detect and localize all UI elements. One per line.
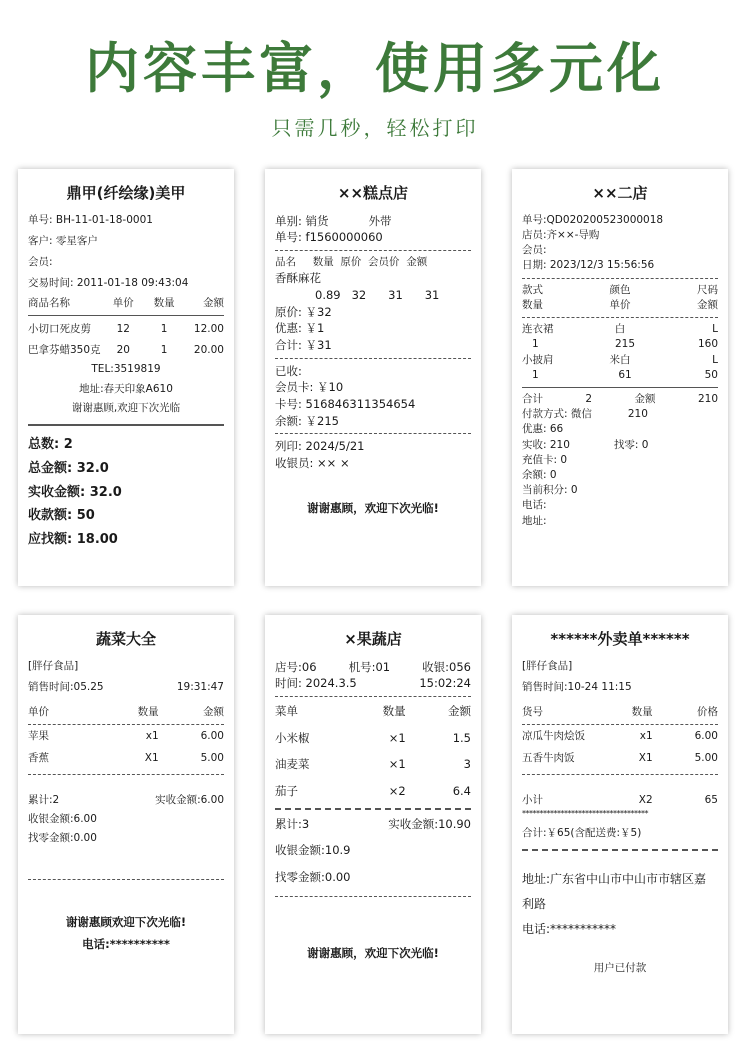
cashier: 收银员: ×× × <box>275 456 350 471</box>
table-header: 货号 数量 价格 <box>522 706 718 719</box>
receipt-title: ××糕点店 <box>337 184 409 202</box>
receipt-clothing-store <box>512 169 728 586</box>
table-row: 茄子 ×2 6.4 <box>275 784 471 799</box>
table-header: 商品名称 单价 数量 金额 <box>28 296 224 309</box>
receipt-title: ******外卖单****** <box>550 630 690 648</box>
total: 合计: ￥31 <box>275 338 332 352</box>
order-number: 单号: f1560000060 <box>275 230 383 245</box>
item-name: 香酥麻花 <box>275 271 321 286</box>
received-amount: 收银金额:10.9 <box>275 843 351 858</box>
count-actual: 累计:3 实收金额:10.90 <box>275 816 471 831</box>
receipt-fruit-store <box>265 615 481 1034</box>
total-amount: 总金额: 32.0 <box>28 460 109 476</box>
receipt-title: 蔬菜大全 <box>95 630 156 648</box>
points: 当前积分: 0 <box>522 484 578 497</box>
order-number: 单号:QD020200523000018 <box>522 213 664 226</box>
table-row: 1 215 160 <box>532 338 718 351</box>
phone: 电话:*********** <box>522 922 617 937</box>
store-name: [胖仔食品] <box>28 659 79 672</box>
member-card-amount: 会员卡: ￥10 <box>275 380 344 395</box>
store-address: 地址:春天印象A610 <box>79 382 173 395</box>
change-amount: 找零金额:0.00 <box>28 832 97 845</box>
table-row: 连衣裙 白 L <box>522 323 718 336</box>
actual-amount: 实收金额: 32.0 <box>28 484 122 500</box>
table-row: 苹果 x1 6.00 <box>28 730 224 743</box>
table-header: 单价 数量 金额 <box>28 706 224 719</box>
count-actual: 累计:2 实收金额:6.00 <box>28 793 224 806</box>
sum-row: 合计 2 金额 210 <box>522 392 718 405</box>
payment-status: 用户已付款 <box>593 961 647 974</box>
actual-change: 实收: 210 找零: 0 <box>522 438 649 451</box>
total-quantity: 总数: 2 <box>28 436 73 452</box>
table-row: 香蕉 X1 5.00 <box>28 751 224 764</box>
table-header: 菜单 数量 金额 <box>275 704 471 719</box>
thanks-note: 谢谢惠顾，欢迎下次光临! <box>307 500 439 515</box>
balance: 余额: 0 <box>522 469 557 482</box>
time-row: 时间: 2024.3.5 15:02:24 <box>275 676 471 691</box>
thanks-note: 谢谢惠顾，欢迎下次光临! <box>307 945 439 960</box>
table-row: 小切口死皮剪 12 1 12.00 <box>28 322 224 335</box>
customer: 客户: 零星客户 <box>28 234 98 247</box>
receipt-title: ×果蔬店 <box>344 630 402 648</box>
thanks-note: 谢谢惠顾,欢迎下次光临 <box>71 401 181 414</box>
headline: 内容丰富，使用多元化 <box>85 37 665 100</box>
receipt-title: 鼎甲(纤绘缘)美甲 <box>66 184 186 202</box>
total: 合计:￥65(含配送费:￥5) <box>522 826 642 839</box>
table-row: 巴拿芬蜡350克 20 1 20.00 <box>28 344 224 357</box>
store-info: 店号:06 机号:01 收银:056 <box>275 659 471 674</box>
star-divider: ************************************ <box>522 809 648 819</box>
change-amount: 找零金额:0.00 <box>275 870 351 885</box>
table-header: 数量 单价 金额 <box>522 298 718 311</box>
recharge-card: 充值卡: 0 <box>522 453 568 466</box>
original-price: 原价: ￥32 <box>275 304 332 319</box>
paid-label: 已收: <box>275 363 302 378</box>
received-amount: 收款额: 50 <box>28 508 95 524</box>
address: 地址:广东省中山市中山市市辖区嘉利路 <box>522 871 707 912</box>
receipt-title: ××二店 <box>592 184 648 202</box>
receipt-nail-salon <box>18 169 234 586</box>
item-values: 0.89 32 31 31 <box>315 287 440 302</box>
change-amount: 应找额: 18.00 <box>28 532 118 548</box>
table-row: 五香牛肉饭 X1 5.00 <box>522 751 718 764</box>
discount: 优惠: 66 <box>522 423 564 436</box>
store-name: [胖仔食品] <box>522 659 573 672</box>
subheadline: 只需几秒，轻松打印 <box>271 116 479 140</box>
receipt-bakery <box>265 169 481 586</box>
phone: 电话:********** <box>82 937 170 952</box>
order-number: 单号: BH-11-01-18-0001 <box>28 213 153 226</box>
received-amount: 收银金额:6.00 <box>28 813 97 826</box>
discount: 优惠: ￥1 <box>275 321 325 336</box>
table-row: 小米椒 ×1 1.5 <box>275 730 471 745</box>
date: 日期: 2023/12/3 15:56:56 <box>522 259 655 272</box>
thanks-note: 谢谢惠顾欢迎下次光临! <box>65 914 187 929</box>
clerk: 店员:齐××-导购 <box>522 228 600 241</box>
receipt-vegetable-store <box>18 615 234 1034</box>
order-type: 单别: 销货 外带 <box>275 213 392 228</box>
member: 会员: <box>522 244 547 257</box>
sale-time: 销售时间:05.25 19:31:47 <box>28 680 224 693</box>
table-row: 1 61 50 <box>532 368 718 381</box>
subtotal-row: 小计 X2 65 <box>522 793 718 806</box>
transaction-time: 交易时间: 2011-01-18 09:43:04 <box>28 277 189 290</box>
receipt-takeout <box>512 615 728 1034</box>
sale-time: 销售时间:10-24 11:15 <box>522 680 632 693</box>
table-header: 品名 数量 原价 会员价 金额 <box>275 256 428 269</box>
address: 地址: <box>522 514 547 527</box>
table-header: 款式 颜色 尺码 <box>522 283 718 296</box>
member: 会员: <box>28 256 53 269</box>
payment-method: 付款方式: 微信 210 <box>522 408 648 421</box>
phone: 电话: <box>522 499 547 512</box>
table-row: 凉瓜牛肉烩饭 x1 6.00 <box>522 730 718 743</box>
print-date: 列印: 2024/5/21 <box>275 439 365 454</box>
card-number: 卡号: 516846311354654 <box>275 397 416 412</box>
table-row: 油麦菜 ×1 3 <box>275 757 471 772</box>
balance: 余额: ￥215 <box>275 413 339 428</box>
table-row: 小披肩 米白 L <box>522 353 718 366</box>
store-tel: TEL:3519819 <box>91 363 161 376</box>
